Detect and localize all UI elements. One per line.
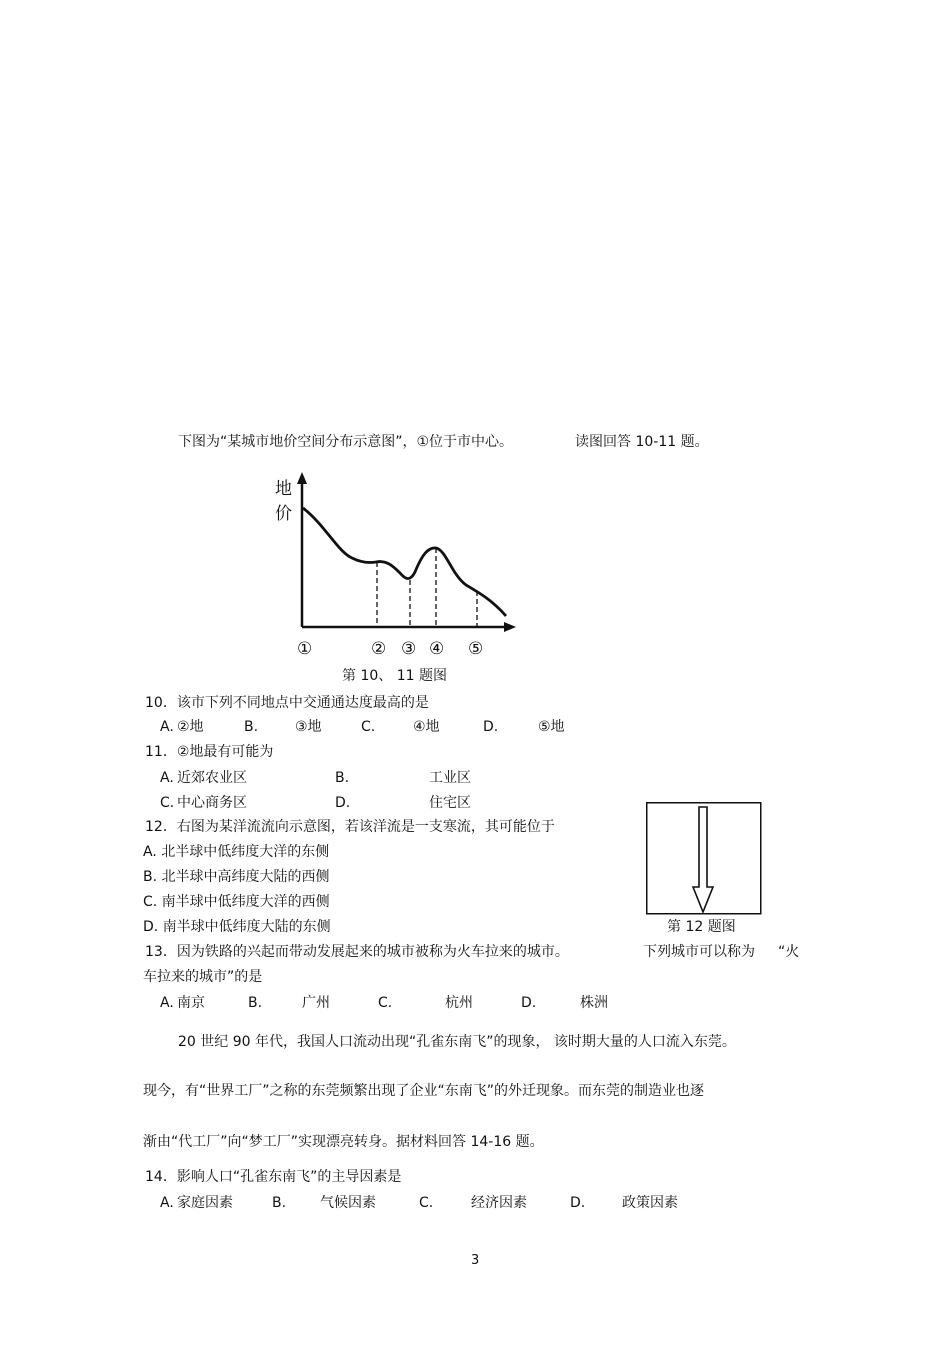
q12-option-a: A. 北半球中低纬度大洋的东侧 [143, 844, 330, 860]
q12-stem: 12．右图为某洋流流向示意图，若该洋流是一支寒流，其可能位于 [145, 819, 555, 835]
q11-option-c-text: 中心商务区 [177, 795, 247, 811]
land-price-figure [270, 470, 530, 665]
q10-option-c-letter: C. [361, 719, 376, 735]
intro-10-11: 下图为“某城市地价空间分布示意图”，①位于市中心。 [178, 434, 514, 450]
q10-option-a-letter: A. [160, 719, 174, 735]
x-label-3: ③ [401, 639, 417, 659]
current-figure [646, 802, 762, 915]
x-axis-arrow [504, 622, 516, 632]
q13-stem-part1: 13．因为铁路的兴起而带动发展起来的城市被称为火车拉来的城市。 [145, 944, 569, 960]
y-axis-label-2: 价 [275, 504, 292, 524]
intro-10-11-tail: 读图回答 10-11 题。 [575, 434, 709, 450]
q11-option-b-letter: B. [335, 770, 350, 786]
x-label-5: ⑤ [468, 639, 484, 659]
q12-option-c: C. 南半球中低纬度大洋的西侧 [143, 894, 330, 910]
q13-option-a-letter: A. [160, 995, 174, 1011]
x-label-2: ② [371, 639, 387, 659]
y-axis-label-1: 地 [275, 479, 292, 499]
x-label-4: ④ [429, 639, 445, 659]
q12-option-b: B. 北半球中高纬度大陆的西侧 [143, 869, 330, 885]
q14-option-d-letter: D. [570, 1195, 586, 1211]
q10-stem: 10．该市下列不同地点中交通通达度最高的是 [145, 695, 429, 711]
q13-stem-line2: 车拉来的城市”的是 [143, 969, 263, 985]
q14-option-a-text: 家庭因素 [177, 1195, 233, 1211]
q14-option-b-letter: B. [272, 1195, 287, 1211]
land-price-curve [303, 508, 506, 616]
q11-option-b-text: 工业区 [429, 770, 471, 786]
q13-stem-part2: 下列城市可以称为 [643, 944, 755, 960]
material-line-1: 20 世纪 90 年代，我国人口流动出现“孔雀东南飞”的现象， 该时期大量的人口流入东莞。 [178, 1034, 736, 1050]
q11-option-d-letter: D. [335, 795, 351, 811]
y-axis-arrow [297, 472, 307, 484]
q14-option-d-text: 政策因素 [622, 1195, 678, 1211]
x-label-1: ① [297, 639, 313, 659]
figure1-caption: 第 10、 11 题图 [342, 668, 447, 684]
q11-option-a-text: 近郊农业区 [177, 770, 247, 786]
q14-stem: 14．影响人口“孔雀东南飞”的主导因素是 [145, 1169, 402, 1185]
q13-option-c-text: 杭州 [445, 995, 473, 1011]
q13-option-c-letter: C. [378, 995, 393, 1011]
q11-option-c-letter: C. [160, 795, 175, 811]
q13-option-a-text: 南京 [177, 995, 205, 1011]
q14-option-b-text: 气候因素 [320, 1195, 376, 1211]
q11-option-a-letter: A. [160, 770, 174, 786]
q14-option-c-text: 经济因素 [471, 1195, 527, 1211]
q12-option-d: D. 南半球中低纬度大陆的东侧 [143, 919, 331, 935]
ocean-current-diagram [646, 802, 762, 915]
figure12-caption: 第 12 题图 [667, 919, 736, 935]
q10-option-c-text: ④地 [413, 719, 440, 735]
q10-option-d-text: ⑤地 [538, 719, 565, 735]
q14-option-a-letter: A. [160, 1195, 174, 1211]
q10-option-b-text: ③地 [295, 719, 322, 735]
q11-option-d-text: 住宅区 [429, 795, 471, 811]
q13-stem-part3: “火 [778, 944, 800, 960]
q10-option-a-text: ②地 [177, 719, 204, 735]
q13-option-b-letter: B. [248, 995, 263, 1011]
q13-option-d-text: 株洲 [580, 995, 608, 1011]
q10-option-d-letter: D. [483, 719, 499, 735]
material-line-2: 现今，有“世界工厂”之称的东莞频繁出现了企业“东南飞”的外迁现象。而东莞的制造业也逐 [143, 1083, 705, 1099]
material-line-3: 渐由“代工厂”向“梦工厂”实现漂亮转身。据材料回答 14-16 题。 [143, 1134, 544, 1150]
q10-option-b-letter: B. [244, 719, 259, 735]
q11-stem: 11．②地最有可能为 [145, 744, 274, 760]
q13-option-d-letter: D. [521, 995, 537, 1011]
page-number: 3 [471, 1253, 480, 1268]
q13-option-b-text: 广州 [302, 995, 330, 1011]
q14-option-c-letter: C. [419, 1195, 434, 1211]
land-price-chart [270, 470, 530, 665]
